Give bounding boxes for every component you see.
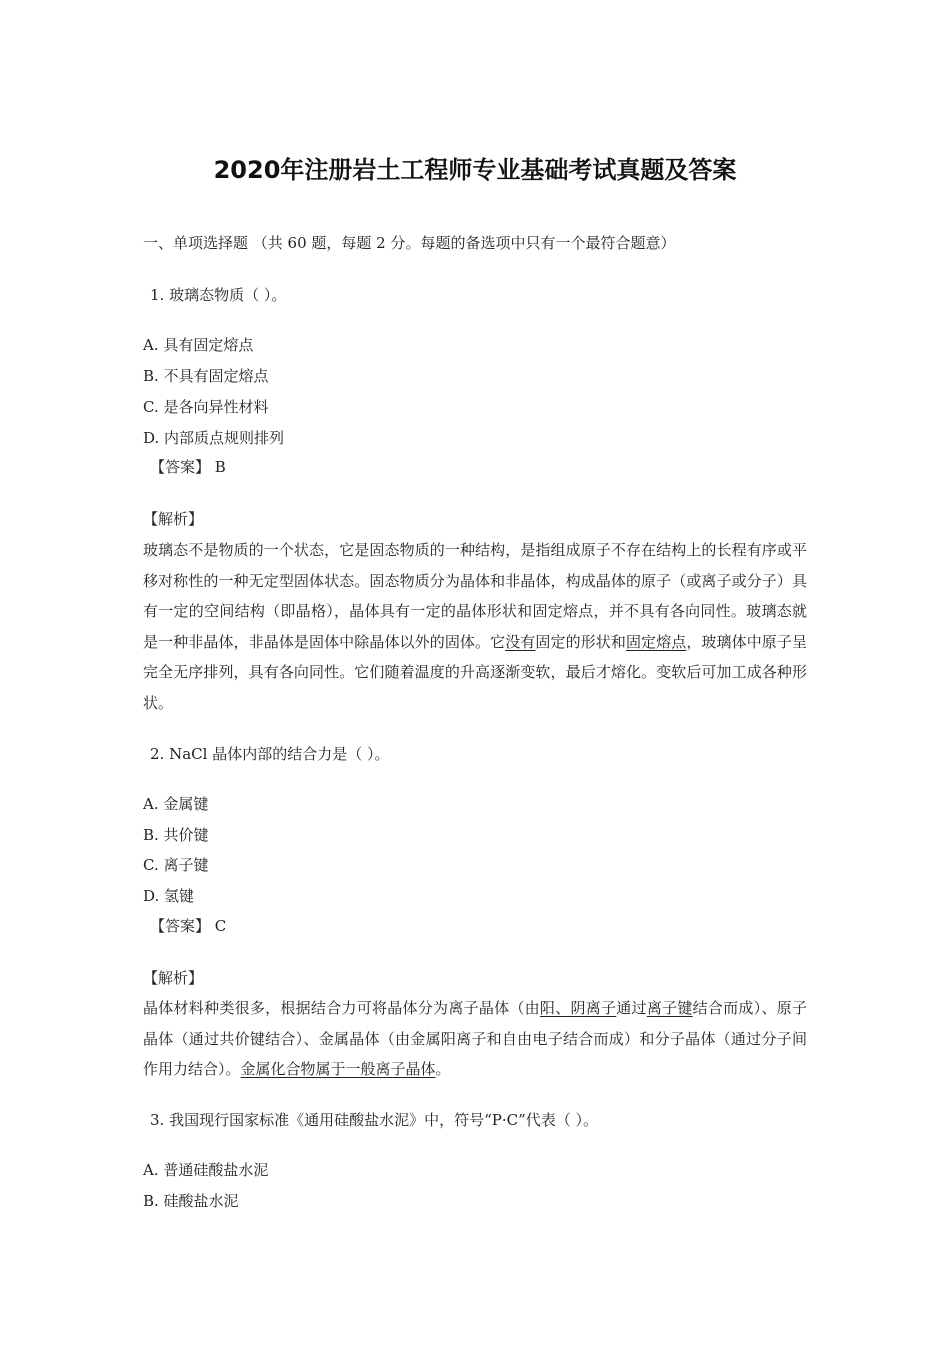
explanation-text: 晶体材料种类很多，根据结合力可将晶体分为离子晶体（由 xyxy=(143,999,540,1017)
question-1-explanation-label: 【解析】 xyxy=(143,510,204,528)
question-2-stem: 2. NaCl 晶体内部的结合力是（ ）。 xyxy=(150,745,390,763)
answer-label: 【答案】 xyxy=(150,458,211,476)
explanation-text: 。 xyxy=(435,1060,451,1079)
answer-value: B xyxy=(214,458,226,476)
underlined-text: 固定熔点 xyxy=(625,632,687,651)
explanation-text: ，玻璃体中原子呈完全无序排列，具有各向同性。它们随着温度的升高逐渐变软，最后才熔化。变软后可加工成各种形状。 xyxy=(143,632,807,712)
explanation-text: 通过 xyxy=(616,999,647,1017)
question-1-option-d: D. 内部质点规则排列 xyxy=(143,429,285,447)
page-title: 2020年注册岩土工程师专业基础考试真题及答案 xyxy=(213,156,737,184)
question-2-answer xyxy=(150,916,226,936)
question-2-option-a: A. 金属键 xyxy=(143,795,209,813)
question-2-explanation-label: 【解析】 xyxy=(143,969,204,987)
explanation-text: 结合而成）、原子晶体（通过共价键结合）、金属晶体（由金属阳离子和自由电子结合而成）和分子晶体（通过分子间作用力结合）。 xyxy=(143,999,807,1079)
question-1-option-a: A. 具有固定熔点 xyxy=(143,336,254,354)
question-3-option-a: A. 普通硅酸盐水泥 xyxy=(143,1161,269,1179)
question-3-stem: 3. 我国现行国家标准《通用硅酸盐水泥》中，符号“P·C”代表（ ）。 xyxy=(150,1111,599,1129)
underlined-text: 金属化合物属于一般离子晶体 xyxy=(240,1060,436,1079)
explanation-text: 玻璃态不是物质的一个状态，它是固态物质的一种结构，是指组成原子不存在结构上的长程有序或平移对称性的一种无定型固体状态。固态物质分为晶体和非晶体，构成晶体的原子（或离子或分子）具有一定的空间结构（即晶格），晶体具有一定的晶体形状和固定熔点，并不具有各向同性。玻璃态就是一种非晶体，非晶体是固体中除晶体以外的固体。它 xyxy=(143,541,807,651)
answer-value: C xyxy=(214,917,227,935)
question-1-stem: 1. 玻璃态物质（ ）。 xyxy=(150,286,287,304)
explanation-text: 固定的形状和 xyxy=(535,632,626,651)
underlined-text: 没有 xyxy=(505,632,536,651)
question-2-option-c: C. 离子键 xyxy=(143,856,209,874)
question-1-option-b: B. 不具有固定熔点 xyxy=(143,367,269,385)
question-2-option-b: B. 共价键 xyxy=(143,826,209,844)
answer-label: 【答案】 xyxy=(150,917,211,935)
question-3-option-b: B. 硅酸盐水泥 xyxy=(143,1192,239,1210)
question-2-option-d: D. 氢键 xyxy=(143,887,195,905)
question-1-explanation xyxy=(143,535,807,719)
underlined-text: 阳、阴离子 xyxy=(539,999,617,1017)
underlined-text: 离子键 xyxy=(646,999,693,1017)
question-1-option-c: C. 是各向异性材料 xyxy=(143,398,269,416)
section-header: 一、单项选择题 （共 60 题，每题 2 分。每题的备选项中只有一个最符合题意） xyxy=(143,234,676,252)
question-1-answer xyxy=(150,457,226,477)
question-2-explanation xyxy=(143,993,807,1085)
